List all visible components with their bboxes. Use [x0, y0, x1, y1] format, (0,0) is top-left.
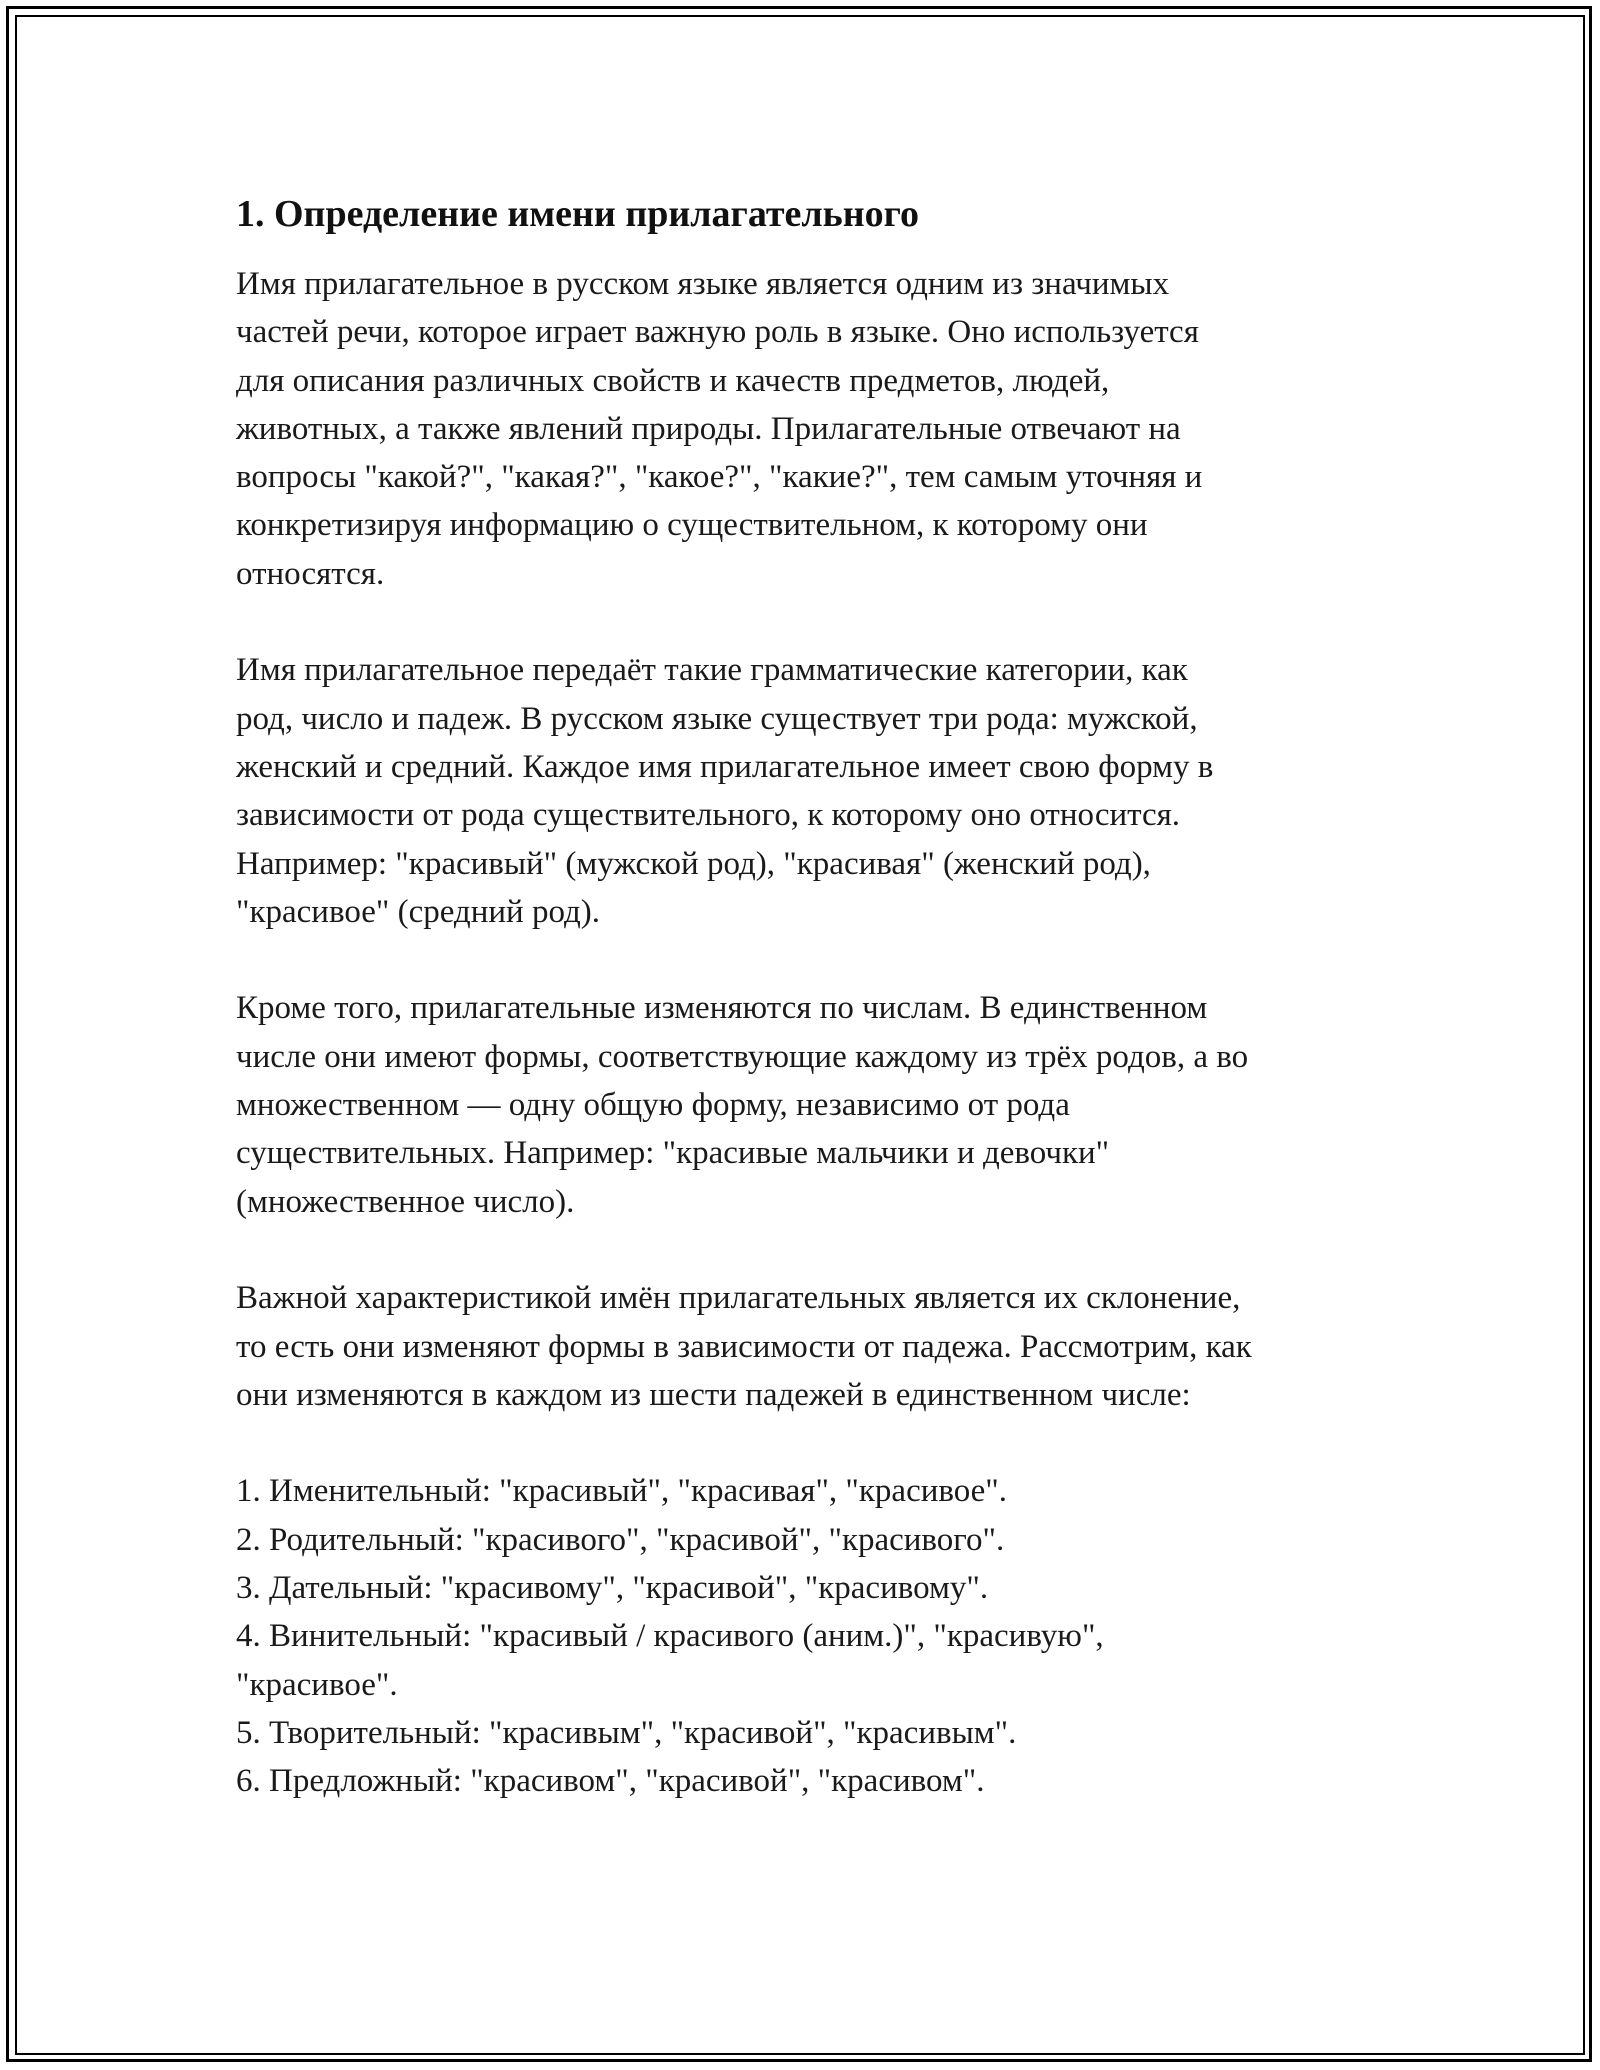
list-item-nominative: 1. Именительный: "красивый", "красивая", "красивое". — [236, 1473, 1008, 1510]
list-item-accusative: 4. Винительный: "красивый / красивого (аним.)", "красивую", "красивое". — [236, 1618, 1104, 1703]
case-list — [236, 1467, 1376, 1805]
list-item-genitive: 2. Родительный: "красивого", "красивой", "красивого". — [236, 1521, 1005, 1558]
list-item-instrumental: 5. Творительный: "красивым", "красивой", "красивым". — [236, 1714, 1017, 1751]
list-item-prepositional: 6. Предложный: "красивом", "красивой", "красивом". — [236, 1763, 985, 1800]
paragraph-gender: Имя прилагательное передаёт такие грамматические категории, как род, число и падеж. В русском языке существует три рода: мужской, женский и средний. Каждое имя прилагательное имеет свою форму в зависимости от рода существительного, к которому оно относится. Например: "красивый" (мужской род), "красивая" (женский род), "красивое" (средний род). — [236, 652, 1214, 930]
paragraph-number: Кроме того, прилагательные изменяются по числам. В единственном числе они имеют формы, соответствующие каждому из трёх родов, а во множественном — одну общую форму, независимо от рода существительных. Например: "красивые мальчики и девочки" (множественное число). — [236, 990, 1249, 1220]
section-heading: 1. Определение имени прилагательного — [236, 193, 919, 235]
paragraph-definition: Имя прилагательное в русском языке является одним из значимых частей речи, которое играет важную роль в языке. Оно используется для описания различных свойств и качеств предметов, людей, животных, а также явлений природы. Прилагательные отвечают на вопросы "какой?", "какая?", "какое?", "какие?", тем самым уточняя и конкретизируя информацию о существительном, к которому они относятся. — [236, 266, 1203, 592]
list-item-dative: 3. Дательный: "красивому", "красивой", "красивому". — [236, 1570, 989, 1607]
paragraph-declension: Важной характеристикой имён прилагательных является их склонение, то есть они изменяют формы в зависимости от падежа. Рассмотрим, как они изменяются в каждом из шести падежей в единственном числе: — [236, 1280, 1252, 1413]
document-body — [236, 188, 1376, 1806]
